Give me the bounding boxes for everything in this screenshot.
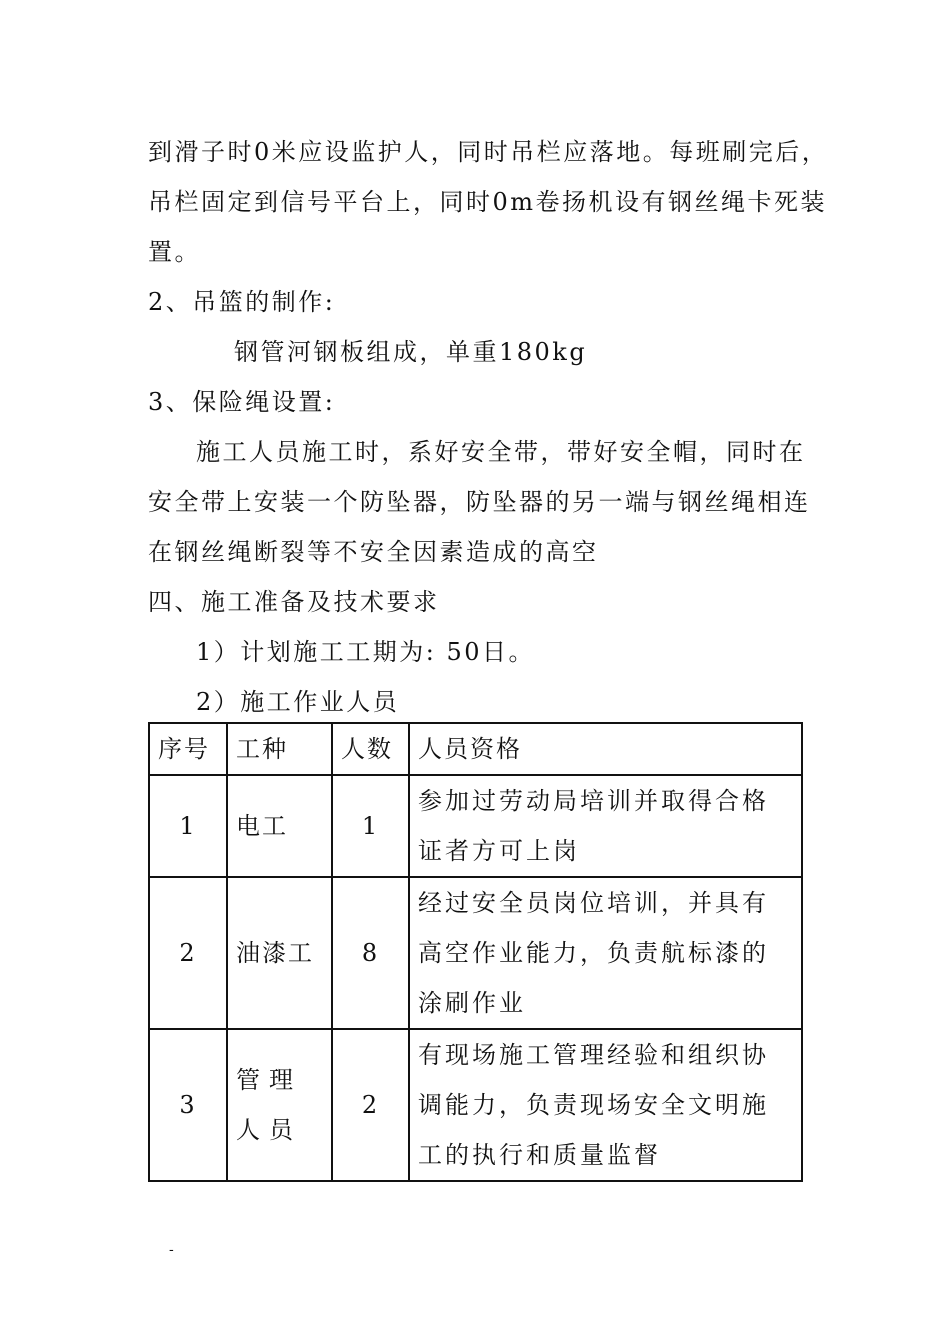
cell-no: 1	[149, 775, 227, 877]
table-row	[149, 775, 802, 877]
header-type: 工种	[227, 723, 332, 775]
cell-count: 2	[332, 1029, 409, 1181]
header-count: 人数	[332, 723, 409, 775]
page-footer-mark: -	[169, 1242, 174, 1258]
paragraph-line: 安全带上安装一个防坠器，防坠器的另一端与钢丝绳相连	[148, 488, 811, 516]
paragraph-line: 施工人员施工时，系好安全带，带好安全帽，同时在	[196, 438, 806, 466]
staff-table	[148, 722, 803, 1182]
section-heading: 四、施工准备及技术要求	[148, 588, 440, 616]
cell-type: 油漆工	[227, 877, 332, 1029]
table-row	[149, 1029, 802, 1181]
cell-qualification: 有现场施工管理经验和组织协调能力，负责现场安全文明施工的执行和质量监督	[409, 1029, 802, 1181]
paragraph-line: 钢管河钢板组成，单重180kg	[234, 338, 588, 366]
header-no: 序号	[149, 723, 227, 775]
paragraph-line: 到滑子时0米应设监护人，同时吊栏应落地。每班刷完后，	[148, 138, 829, 166]
cell-qualification: 经过安全员岗位培训，并具有高空作业能力，负责航标漆的涂刷作业	[409, 877, 802, 1029]
list-item: 1）计划施工工期为: 50日。	[196, 638, 536, 666]
paragraph-line: 置。	[148, 238, 201, 266]
table-header-row	[149, 723, 802, 775]
cell-type: 电工	[227, 775, 332, 877]
section-heading: 3、保险绳设置:	[148, 388, 336, 416]
cell-no: 2	[149, 877, 227, 1029]
table-row	[149, 877, 802, 1029]
cell-type: 管理人员	[227, 1029, 332, 1181]
cell-no: 3	[149, 1029, 227, 1181]
paragraph-line: 在钢丝绳断裂等不安全因素造成的高空	[148, 538, 599, 566]
section-heading: 2、吊篮的制作:	[148, 288, 336, 316]
list-item: 2）施工作业人员	[196, 688, 400, 716]
paragraph-line: 吊栏固定到信号平台上，同时0m卷扬机设有钢丝绳卡死装	[148, 188, 828, 216]
cell-qualification: 参加过劳动局培训并取得合格证者方可上岗	[409, 775, 802, 877]
cell-count: 1	[332, 775, 409, 877]
header-qualification: 人员资格	[409, 723, 802, 775]
cell-count: 8	[332, 877, 409, 1029]
